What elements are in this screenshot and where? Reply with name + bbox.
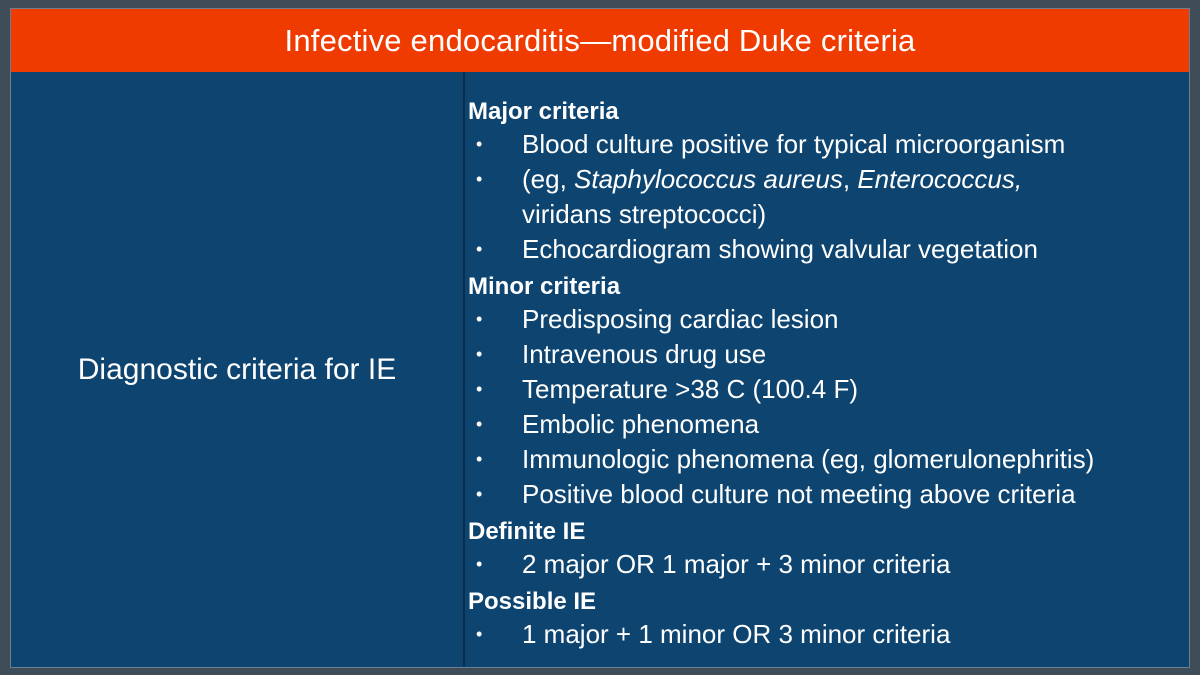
bullet-icon: • [476,554,483,574]
minor-item-text: Intravenous drug use [522,339,767,369]
left-cell [11,72,463,667]
bullet-icon: • [476,169,483,189]
minor-item-text: Immunologic phenomena (eg, glomerulonephritis) [522,444,1095,474]
column-divider [463,72,465,667]
criteria-list [466,72,1189,667]
bullet-icon: • [476,309,483,329]
definite-ie-heading: Definite IE [468,518,586,545]
major-item-2-prefix: (eg, [522,164,575,194]
major-item-2-text [522,162,1022,196]
slide-title: Infective endocarditis—modified Duke criteria [11,9,1189,72]
bullet-icon: • [476,239,483,259]
bullet-icon: • [476,449,483,469]
minor-item-text: Positive blood culture not meeting above criteria [522,479,1076,509]
organism-staph: Staphylococcus aureus [574,164,843,194]
major-item-3-text: Echocardiogram showing valvular vegetation [522,234,1038,264]
bullet-icon: • [476,414,483,434]
bullet-icon: • [476,344,483,364]
possible-ie-heading: Possible IE [468,588,597,615]
major-item-2-sep: , [842,164,858,194]
slide [10,8,1190,668]
major-item-1-text: Blood culture positive for typical microorganism [522,129,1066,159]
bullet-icon: • [476,624,483,644]
bullet-icon: • [476,134,483,154]
major-criteria-heading: Major criteria [468,98,619,125]
minor-item-text: Predisposing cardiac lesion [522,304,839,334]
minor-item-text: Temperature >38 C (100.4 F) [522,374,858,404]
bullet-icon: • [476,484,483,504]
definite-ie-text: 2 major OR 1 major + 3 minor criteria [522,549,951,579]
major-item-2-cont-text: viridans streptococci) [522,199,767,229]
organism-enterococcus: Enterococcus, [857,164,1023,194]
minor-item-text: Embolic phenomena [522,409,760,439]
diagnostic-criteria-label: Diagnostic criteria for IE [77,352,397,386]
possible-ie-text: 1 major + 1 minor OR 3 minor criteria [522,619,951,649]
bullet-icon: • [476,379,483,399]
minor-criteria-heading: Minor criteria [468,273,621,300]
